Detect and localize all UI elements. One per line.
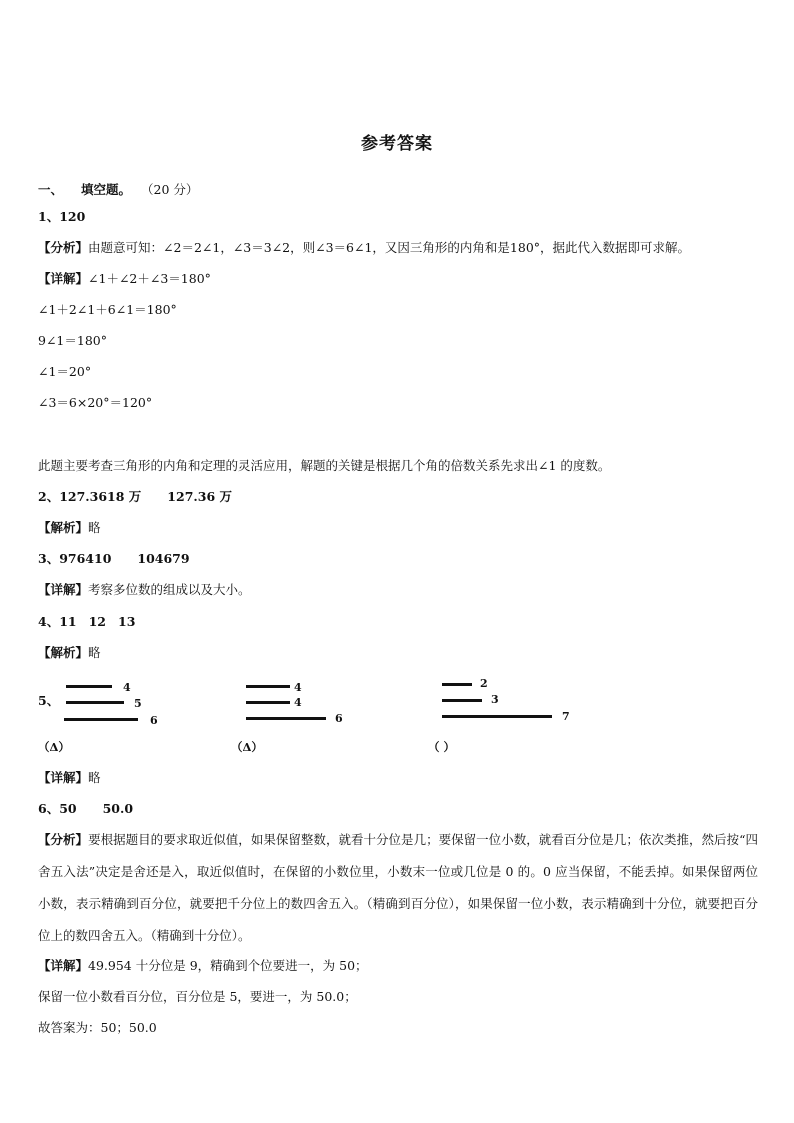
segment-2c xyxy=(246,717,326,720)
q6-analysis-tag: 【分析】 xyxy=(38,832,89,847)
q3-answer xyxy=(38,551,190,567)
q4-answer-c: 13 xyxy=(118,614,136,629)
segment-1b xyxy=(66,701,124,704)
segment-label: 6 xyxy=(150,714,158,727)
q6-analysis xyxy=(38,824,758,952)
q4-answer-a: 11 xyxy=(59,614,77,629)
q5-text: 略 xyxy=(88,770,101,785)
q1-step-3: 9∠1＝180° xyxy=(38,333,107,348)
q2-tag: 【解析】 xyxy=(38,520,89,535)
q4-text: 略 xyxy=(88,645,101,660)
segment-label: 5 xyxy=(134,697,142,710)
q5-answer-2: （Δ） xyxy=(231,740,263,754)
q5-number: 5、 xyxy=(38,693,60,708)
segment-label: 2 xyxy=(480,677,488,690)
segment-label: 3 xyxy=(491,693,499,706)
q1-detail-tag: 【详解】 xyxy=(38,271,89,286)
q3-answer-a: 976410 xyxy=(59,551,112,566)
segment-2b xyxy=(246,701,290,704)
q3-detail xyxy=(38,582,251,598)
q3-answer-b: 104679 xyxy=(137,551,190,566)
q1-analysis-text: 由题意可知：∠2＝2∠1，∠3＝3∠2，则∠3＝6∠1，又因三角形的内角和是180°，据此代入数据即可求解。 xyxy=(88,240,691,255)
q6-detail-tag: 【详解】 xyxy=(38,958,89,973)
q1-summary: 此题主要考查三角形的内角和定理的灵活应用，解题的关键是根据几个角的倍数关系先求出∠1 的度数。 xyxy=(38,458,611,473)
q2-answer-b: 127.36 万 xyxy=(167,489,232,504)
q1-analysis-tag: 【分析】 xyxy=(38,240,89,255)
section-label: 填空题。 xyxy=(81,182,132,197)
q1-answer: 1、120 xyxy=(38,209,86,224)
q6-answer-a: 50 xyxy=(59,801,77,816)
q6-line-3: 故答案为：50；50.0 xyxy=(38,1020,157,1035)
q2-answer-a: 127.3618 万 xyxy=(59,489,142,504)
q6-answer-b: 50.0 xyxy=(102,801,134,816)
q1-step-1: ∠1＋∠2＋∠3＝180° xyxy=(88,271,211,286)
q6-analysis-text: 要根据题目的要求取近似值，如果保留整数，就看十分位是几；要保留一位小数，就看百分位是几；依次类推，然后按“四舍五入法”决定是舍还是入，取近似值时，在保留的小数位里，小数末一位或几位是 0 的。0 应当保留，不能丢掉。如果保留两位小数，表示精确到百分位，就要把千分位上的数四舍五入。（精确到百分位），如果保留一位小数，表示精确到十分位，就要把百分位上的数四舍五入。（精确到十分位）。 xyxy=(38,832,758,943)
section-number: 一、 xyxy=(38,182,64,197)
section-heading xyxy=(38,182,198,198)
q4-tag: 【解析】 xyxy=(38,645,89,660)
segment-1a xyxy=(66,685,112,688)
q5-detail xyxy=(38,770,101,786)
q1-detail xyxy=(38,271,211,287)
section-score: （20 分） xyxy=(141,182,199,197)
page-title: 参考答案 xyxy=(361,134,433,154)
q5-tag: 【详解】 xyxy=(38,770,89,785)
segment-label: 4 xyxy=(294,681,302,694)
segment-label: 4 xyxy=(123,681,131,694)
q6-answer xyxy=(38,801,133,817)
q1-step-2: ∠1＋2∠1＋6∠1＝180° xyxy=(38,302,177,317)
q6-line-1: 49.954 十分位是 9，精确到个位要进一，为 50； xyxy=(88,958,368,973)
q1-step-4: ∠1＝20° xyxy=(38,364,92,379)
segment-3b xyxy=(442,699,482,702)
q3-number: 3、 xyxy=(38,551,60,566)
q4-answer-b: 12 xyxy=(88,614,107,629)
q5-answer-3: （ ） xyxy=(428,740,456,754)
q1-step-5: ∠3＝6×20°＝120° xyxy=(38,395,153,410)
q6-line-2: 保留一位小数看百分位，百分位是 5，要进一，为 50.0； xyxy=(38,989,357,1004)
q2-number: 2、 xyxy=(38,489,60,504)
q2-answer xyxy=(38,489,232,505)
segment-3c xyxy=(442,715,552,718)
q4-analysis xyxy=(38,645,101,661)
q4-number: 4、 xyxy=(38,614,60,629)
q1-analysis xyxy=(38,240,690,256)
segment-label: 7 xyxy=(562,710,570,723)
q6-detail xyxy=(38,958,368,974)
q5-answer-1: （Δ） xyxy=(38,740,70,754)
q3-tag: 【详解】 xyxy=(38,582,89,597)
segment-1c xyxy=(64,718,138,721)
segment-label: 6 xyxy=(335,712,343,725)
segment-3a xyxy=(442,683,472,686)
q6-number: 6、 xyxy=(38,801,60,816)
q2-text: 略 xyxy=(88,520,101,535)
q4-answer xyxy=(38,614,135,630)
segment-2a xyxy=(246,685,290,688)
q2-analysis xyxy=(38,520,101,536)
segment-label: 4 xyxy=(294,696,302,709)
q3-text: 考察多位数的组成以及大小。 xyxy=(88,582,251,597)
